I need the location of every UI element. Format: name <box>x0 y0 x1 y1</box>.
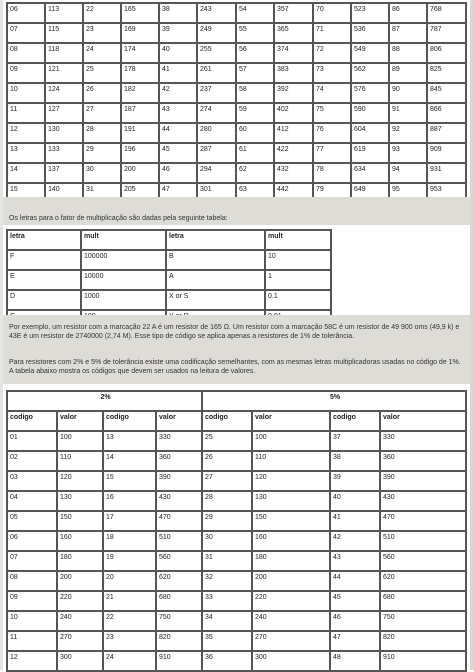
table-cell: 634 <box>351 163 389 183</box>
table-cell: 220 <box>57 591 103 611</box>
table-cell: 72 <box>313 43 351 63</box>
table-cell: 240 <box>252 611 330 631</box>
table-cell: 196 <box>121 143 159 163</box>
table-cell: 620 <box>380 571 466 591</box>
table-cell: 806 <box>427 43 466 63</box>
table-cell: 590 <box>351 103 389 123</box>
table-cell: 23 <box>83 23 121 43</box>
multiplier-intro-text: Os letras para o fator de multiplicação são dadas pela seguinte tabela: <box>9 215 228 222</box>
table-cell: 100 <box>252 431 330 451</box>
table-row <box>7 270 331 290</box>
table-cell: 115 <box>45 23 83 43</box>
table-cell: 06 <box>7 3 45 23</box>
table-cell: 130 <box>252 491 330 511</box>
table-row <box>7 471 466 491</box>
table-cell: 45 <box>159 143 197 163</box>
table-row <box>7 103 466 123</box>
header-mult: mult <box>265 230 331 250</box>
table-cell: 25 <box>202 431 252 451</box>
table-cell: 137 <box>45 163 83 183</box>
header-codigo: codigo <box>202 411 252 431</box>
table-cell: 422 <box>274 143 313 163</box>
table-cell: 11 <box>7 103 45 123</box>
table-cell: 300 <box>252 651 330 671</box>
table-cell: 130 <box>57 491 103 511</box>
table-cell: 402 <box>274 103 313 123</box>
table-cell: 330 <box>156 431 202 451</box>
table-cell: 06 <box>7 531 57 551</box>
table-row <box>7 250 331 270</box>
table-cell: 14 <box>103 451 156 471</box>
table-cell: F <box>7 250 81 270</box>
table-cell: 110 <box>252 451 330 471</box>
table-cell: 360 <box>380 451 466 471</box>
table-cell: 90 <box>389 83 427 103</box>
table-cell: 46 <box>159 163 197 183</box>
table-cell: 20 <box>103 571 156 591</box>
tolerance-group-row <box>7 391 466 411</box>
table-cell: 31 <box>83 183 121 203</box>
table-cell: 02 <box>7 451 57 471</box>
group-5-percent: 5% <box>202 391 466 411</box>
table-cell: 270 <box>57 631 103 651</box>
table-cell: 42 <box>159 83 197 103</box>
table-cell: 510 <box>380 531 466 551</box>
table-row <box>7 551 466 571</box>
table-cell: 301 <box>197 183 236 203</box>
table-cell: D <box>7 290 81 310</box>
table-cell: 787 <box>427 23 466 43</box>
multiplier-table-header <box>7 230 331 250</box>
table-row <box>7 63 466 83</box>
table-cell: 150 <box>252 511 330 531</box>
table-cell: 1 <box>265 270 331 290</box>
table-cell: 24 <box>103 651 156 671</box>
table-cell: 383 <box>274 63 313 83</box>
table-cell: 200 <box>252 571 330 591</box>
table-cell: 33 <box>202 591 252 611</box>
table-cell: 300 <box>57 651 103 671</box>
table-cell: 10 <box>265 250 331 270</box>
table-cell: 95 <box>389 183 427 203</box>
table-cell: 43 <box>330 551 380 571</box>
table-cell: 160 <box>252 531 330 551</box>
table-cell: 576 <box>351 83 389 103</box>
table-cell: 70 <box>313 3 351 23</box>
table-cell: 121 <box>45 63 83 83</box>
table-cell: 243 <box>197 3 236 23</box>
table-cell: 825 <box>427 63 466 83</box>
table-row <box>7 83 466 103</box>
table-cell: 140 <box>45 183 83 203</box>
table-cell: 26 <box>83 83 121 103</box>
table-cell: 22 <box>83 3 121 23</box>
table-cell: 470 <box>156 511 202 531</box>
table-cell: 113 <box>45 3 83 23</box>
table-cell: 10 <box>7 611 57 631</box>
table-cell: 58 <box>236 83 274 103</box>
table-cell: 79 <box>313 183 351 203</box>
table-cell: 120 <box>57 471 103 491</box>
table-cell: 28 <box>202 491 252 511</box>
code-value-table <box>6 2 467 224</box>
table-cell: 442 <box>274 183 313 203</box>
table-cell: 261 <box>197 63 236 83</box>
table-cell: 237 <box>197 83 236 103</box>
table-cell: 357 <box>274 3 313 23</box>
table-cell: 100 <box>57 431 103 451</box>
table-cell: 820 <box>380 631 466 651</box>
table-cell: 1000 <box>81 290 166 310</box>
header-codigo: codigo <box>103 411 156 431</box>
table-cell: 12 <box>7 651 57 671</box>
table-cell: 180 <box>252 551 330 571</box>
table-cell: 62 <box>236 163 274 183</box>
table-cell: 37 <box>330 431 380 451</box>
table-cell: 44 <box>330 571 380 591</box>
table-cell: 887 <box>427 123 466 143</box>
header-letra: letra <box>166 230 265 250</box>
table-cell: 88 <box>389 43 427 63</box>
table-row <box>7 631 466 651</box>
table-cell: 29 <box>202 511 252 531</box>
table-cell: 26 <box>202 451 252 471</box>
table-cell: 93 <box>389 143 427 163</box>
table-cell: 17 <box>103 511 156 531</box>
table-cell: 42 <box>330 531 380 551</box>
table-cell: 44 <box>159 123 197 143</box>
table-cell: 560 <box>380 551 466 571</box>
table-cell: 118 <box>45 43 83 63</box>
header-codigo: codigo <box>330 411 380 431</box>
table-cell: 12 <box>7 123 45 143</box>
table-cell: 56 <box>236 43 274 63</box>
table-cell: 280 <box>197 123 236 143</box>
table-row <box>7 43 466 63</box>
table-row <box>7 651 466 671</box>
table-cell: 47 <box>159 183 197 203</box>
table-cell: 374 <box>274 43 313 63</box>
table-cell: 10000 <box>81 270 166 290</box>
table-cell: 287 <box>197 143 236 163</box>
table-cell: 191 <box>121 123 159 143</box>
table-cell: 100000 <box>81 250 166 270</box>
table-cell: 43 <box>159 103 197 123</box>
table-cell: 120 <box>252 471 330 491</box>
table-cell: 432 <box>274 163 313 183</box>
table-cell: 620 <box>156 571 202 591</box>
table-cell: 32 <box>202 571 252 591</box>
table-cell: 523 <box>351 3 389 23</box>
table-row <box>7 123 466 143</box>
table-cell: 23 <box>103 631 156 651</box>
table-cell: 94 <box>389 163 427 183</box>
table-cell: 21 <box>103 591 156 611</box>
table-cell: 29 <box>83 143 121 163</box>
table-cell: 220 <box>252 591 330 611</box>
table-cell: 160 <box>57 531 103 551</box>
table-cell: 40 <box>159 43 197 63</box>
table-cell: 768 <box>427 3 466 23</box>
table-cell: X or S <box>166 290 265 310</box>
table-cell: 19 <box>103 551 156 571</box>
table-row <box>7 531 466 551</box>
table-cell: 09 <box>7 63 45 83</box>
table-cell: 619 <box>351 143 389 163</box>
table-cell: 30 <box>202 531 252 551</box>
table-cell: 07 <box>7 551 57 571</box>
table-cell: 25 <box>83 63 121 83</box>
right-margin-strip <box>470 0 474 670</box>
table-cell: 150 <box>57 511 103 531</box>
table-cell: 39 <box>330 471 380 491</box>
table-cell: 604 <box>351 123 389 143</box>
table-cell: 03 <box>7 471 57 491</box>
table-cell: 390 <box>156 471 202 491</box>
table-cell: 510 <box>156 531 202 551</box>
tolerance-header-row <box>7 411 466 431</box>
table-cell: 92 <box>389 123 427 143</box>
table-cell: 10 <box>7 83 45 103</box>
table-cell: 360 <box>156 451 202 471</box>
header-mult: mult <box>81 230 166 250</box>
table-cell: 549 <box>351 43 389 63</box>
tolerance-code-table <box>6 390 467 672</box>
table-row <box>7 591 466 611</box>
table-cell: 392 <box>274 83 313 103</box>
table-cell: 127 <box>45 103 83 123</box>
table-cell: 562 <box>351 63 389 83</box>
table-cell: 71 <box>313 23 351 43</box>
table-cell: 86 <box>389 3 427 23</box>
table-row <box>7 571 466 591</box>
table-cell: 11 <box>7 631 57 651</box>
table-cell: 61 <box>236 143 274 163</box>
table-cell: 91 <box>389 103 427 123</box>
table-row <box>7 23 466 43</box>
table-cell: 87 <box>389 23 427 43</box>
table-cell: 240 <box>57 611 103 631</box>
example-paragraph: Por exemplo, um resistor com a marcação 22 A é um resistor de 165 Ω. Um resistor com a marcação 58C é um resistor de 49 900 oms (49,9 k) e 43E é um resistor de 2740000 (2,74 M). Esse tipo de código se aplica apenas a resistores de 1% de tolerância. <box>9 324 460 340</box>
header-valor: valor <box>380 411 466 431</box>
table-cell: 41 <box>159 63 197 83</box>
table-cell: 39 <box>159 23 197 43</box>
table-cell: 34 <box>202 611 252 631</box>
group-2-percent: 2% <box>7 391 202 411</box>
table-row <box>7 451 466 471</box>
table-cell: 412 <box>274 123 313 143</box>
table-cell: 133 <box>45 143 83 163</box>
table-cell: 430 <box>156 491 202 511</box>
table-cell: 270 <box>252 631 330 651</box>
table-cell: 73 <box>313 63 351 83</box>
table-cell: 187 <box>121 103 159 123</box>
table-cell: 953 <box>427 183 466 203</box>
table-cell: 16 <box>103 491 156 511</box>
table-cell: 910 <box>380 651 466 671</box>
table-cell: 130 <box>45 123 83 143</box>
table-cell: 27 <box>83 103 121 123</box>
table-row <box>7 3 466 23</box>
table-cell: 178 <box>121 63 159 83</box>
table-cell: 13 <box>7 143 45 163</box>
table-cell: 910 <box>156 651 202 671</box>
table-cell: 680 <box>156 591 202 611</box>
table-cell: 205 <box>121 183 159 203</box>
table-row <box>7 511 466 531</box>
table-cell: 08 <box>7 571 57 591</box>
table-cell: 89 <box>389 63 427 83</box>
table-cell: 04 <box>7 491 57 511</box>
table-row <box>7 143 466 163</box>
table-row <box>7 290 331 310</box>
table-cell: 430 <box>380 491 466 511</box>
header-letra: letra <box>7 230 81 250</box>
table-cell: 536 <box>351 23 389 43</box>
table-cell: 60 <box>236 123 274 143</box>
table-cell: 390 <box>380 471 466 491</box>
table-cell: 931 <box>427 163 466 183</box>
table-cell: 14 <box>7 163 45 183</box>
table-cell: 182 <box>121 83 159 103</box>
table-cell: 180 <box>57 551 103 571</box>
table-cell: 330 <box>380 431 466 451</box>
table-cell: 294 <box>197 163 236 183</box>
table-cell: 78 <box>313 163 351 183</box>
table-cell: 55 <box>236 23 274 43</box>
table-cell: 63 <box>236 183 274 203</box>
table-cell: 27 <box>202 471 252 491</box>
table-cell: 01 <box>7 431 57 451</box>
tolerance-paragraph: Para resistores com 2% e 5% de tolerância existe uma codificação semelhantes, com as mesmas letras multiplicadoras usadas no código de 1%. A tabela abaixo mostra os códigos que devem ser usados na leitura de valores. <box>9 359 461 375</box>
code-value-table-body <box>7 3 466 223</box>
table-cell: 46 <box>330 611 380 631</box>
table-cell: 174 <box>121 43 159 63</box>
table-cell: 13 <box>103 431 156 451</box>
table-cell: 22 <box>103 611 156 631</box>
table-cell: 200 <box>121 163 159 183</box>
table-cell: 05 <box>7 511 57 531</box>
table-cell: 866 <box>427 103 466 123</box>
explanation-band <box>3 315 470 384</box>
table-cell: 255 <box>197 43 236 63</box>
table-cell: 15 <box>103 471 156 491</box>
header-valor: valor <box>252 411 330 431</box>
table-cell: 169 <box>121 23 159 43</box>
table-cell: 249 <box>197 23 236 43</box>
table-cell: 470 <box>380 511 466 531</box>
table-cell: 38 <box>330 451 380 471</box>
table-cell: 560 <box>156 551 202 571</box>
table-cell: 48 <box>330 651 380 671</box>
table-cell: 15 <box>7 183 45 203</box>
table-cell: 45 <box>330 591 380 611</box>
table-cell: 750 <box>156 611 202 631</box>
table-cell: 200 <box>57 571 103 591</box>
header-valor: valor <box>57 411 103 431</box>
table-cell: 41 <box>330 511 380 531</box>
table-cell: 09 <box>7 591 57 611</box>
intro-band <box>3 197 470 225</box>
tolerance-table-body <box>7 431 466 671</box>
table-cell: 75 <box>313 103 351 123</box>
table-cell: 909 <box>427 143 466 163</box>
table-row <box>7 611 466 631</box>
table-cell: 40 <box>330 491 380 511</box>
table-cell: 57 <box>236 63 274 83</box>
table-cell: 365 <box>274 23 313 43</box>
table-cell: B <box>166 250 265 270</box>
table-cell: 18 <box>103 531 156 551</box>
table-cell: 30 <box>83 163 121 183</box>
table-cell: 36 <box>202 651 252 671</box>
table-cell: 165 <box>121 3 159 23</box>
header-valor: valor <box>156 411 202 431</box>
table-row <box>7 431 466 451</box>
table-cell: 649 <box>351 183 389 203</box>
table-cell: 31 <box>202 551 252 571</box>
table-cell: 820 <box>156 631 202 651</box>
table-cell: 74 <box>313 83 351 103</box>
table-cell: 35 <box>202 631 252 651</box>
table-cell: E <box>7 270 81 290</box>
table-cell: 54 <box>236 3 274 23</box>
table-cell: 28 <box>83 123 121 143</box>
header-codigo: codigo <box>7 411 57 431</box>
table-row <box>7 491 466 511</box>
table-cell: 124 <box>45 83 83 103</box>
table-cell: 680 <box>380 591 466 611</box>
table-cell: 845 <box>427 83 466 103</box>
table-cell: 07 <box>7 23 45 43</box>
table-cell: 750 <box>380 611 466 631</box>
table-cell: A <box>166 270 265 290</box>
table-cell: 76 <box>313 123 351 143</box>
table-row <box>7 163 466 183</box>
table-cell: 0.1 <box>265 290 331 310</box>
table-cell: 47 <box>330 631 380 651</box>
table-cell: 274 <box>197 103 236 123</box>
table-cell: 77 <box>313 143 351 163</box>
table-cell: 59 <box>236 103 274 123</box>
table-cell: 38 <box>159 3 197 23</box>
table-cell: 110 <box>57 451 103 471</box>
table-cell: 08 <box>7 43 45 63</box>
table-cell: 24 <box>83 43 121 63</box>
